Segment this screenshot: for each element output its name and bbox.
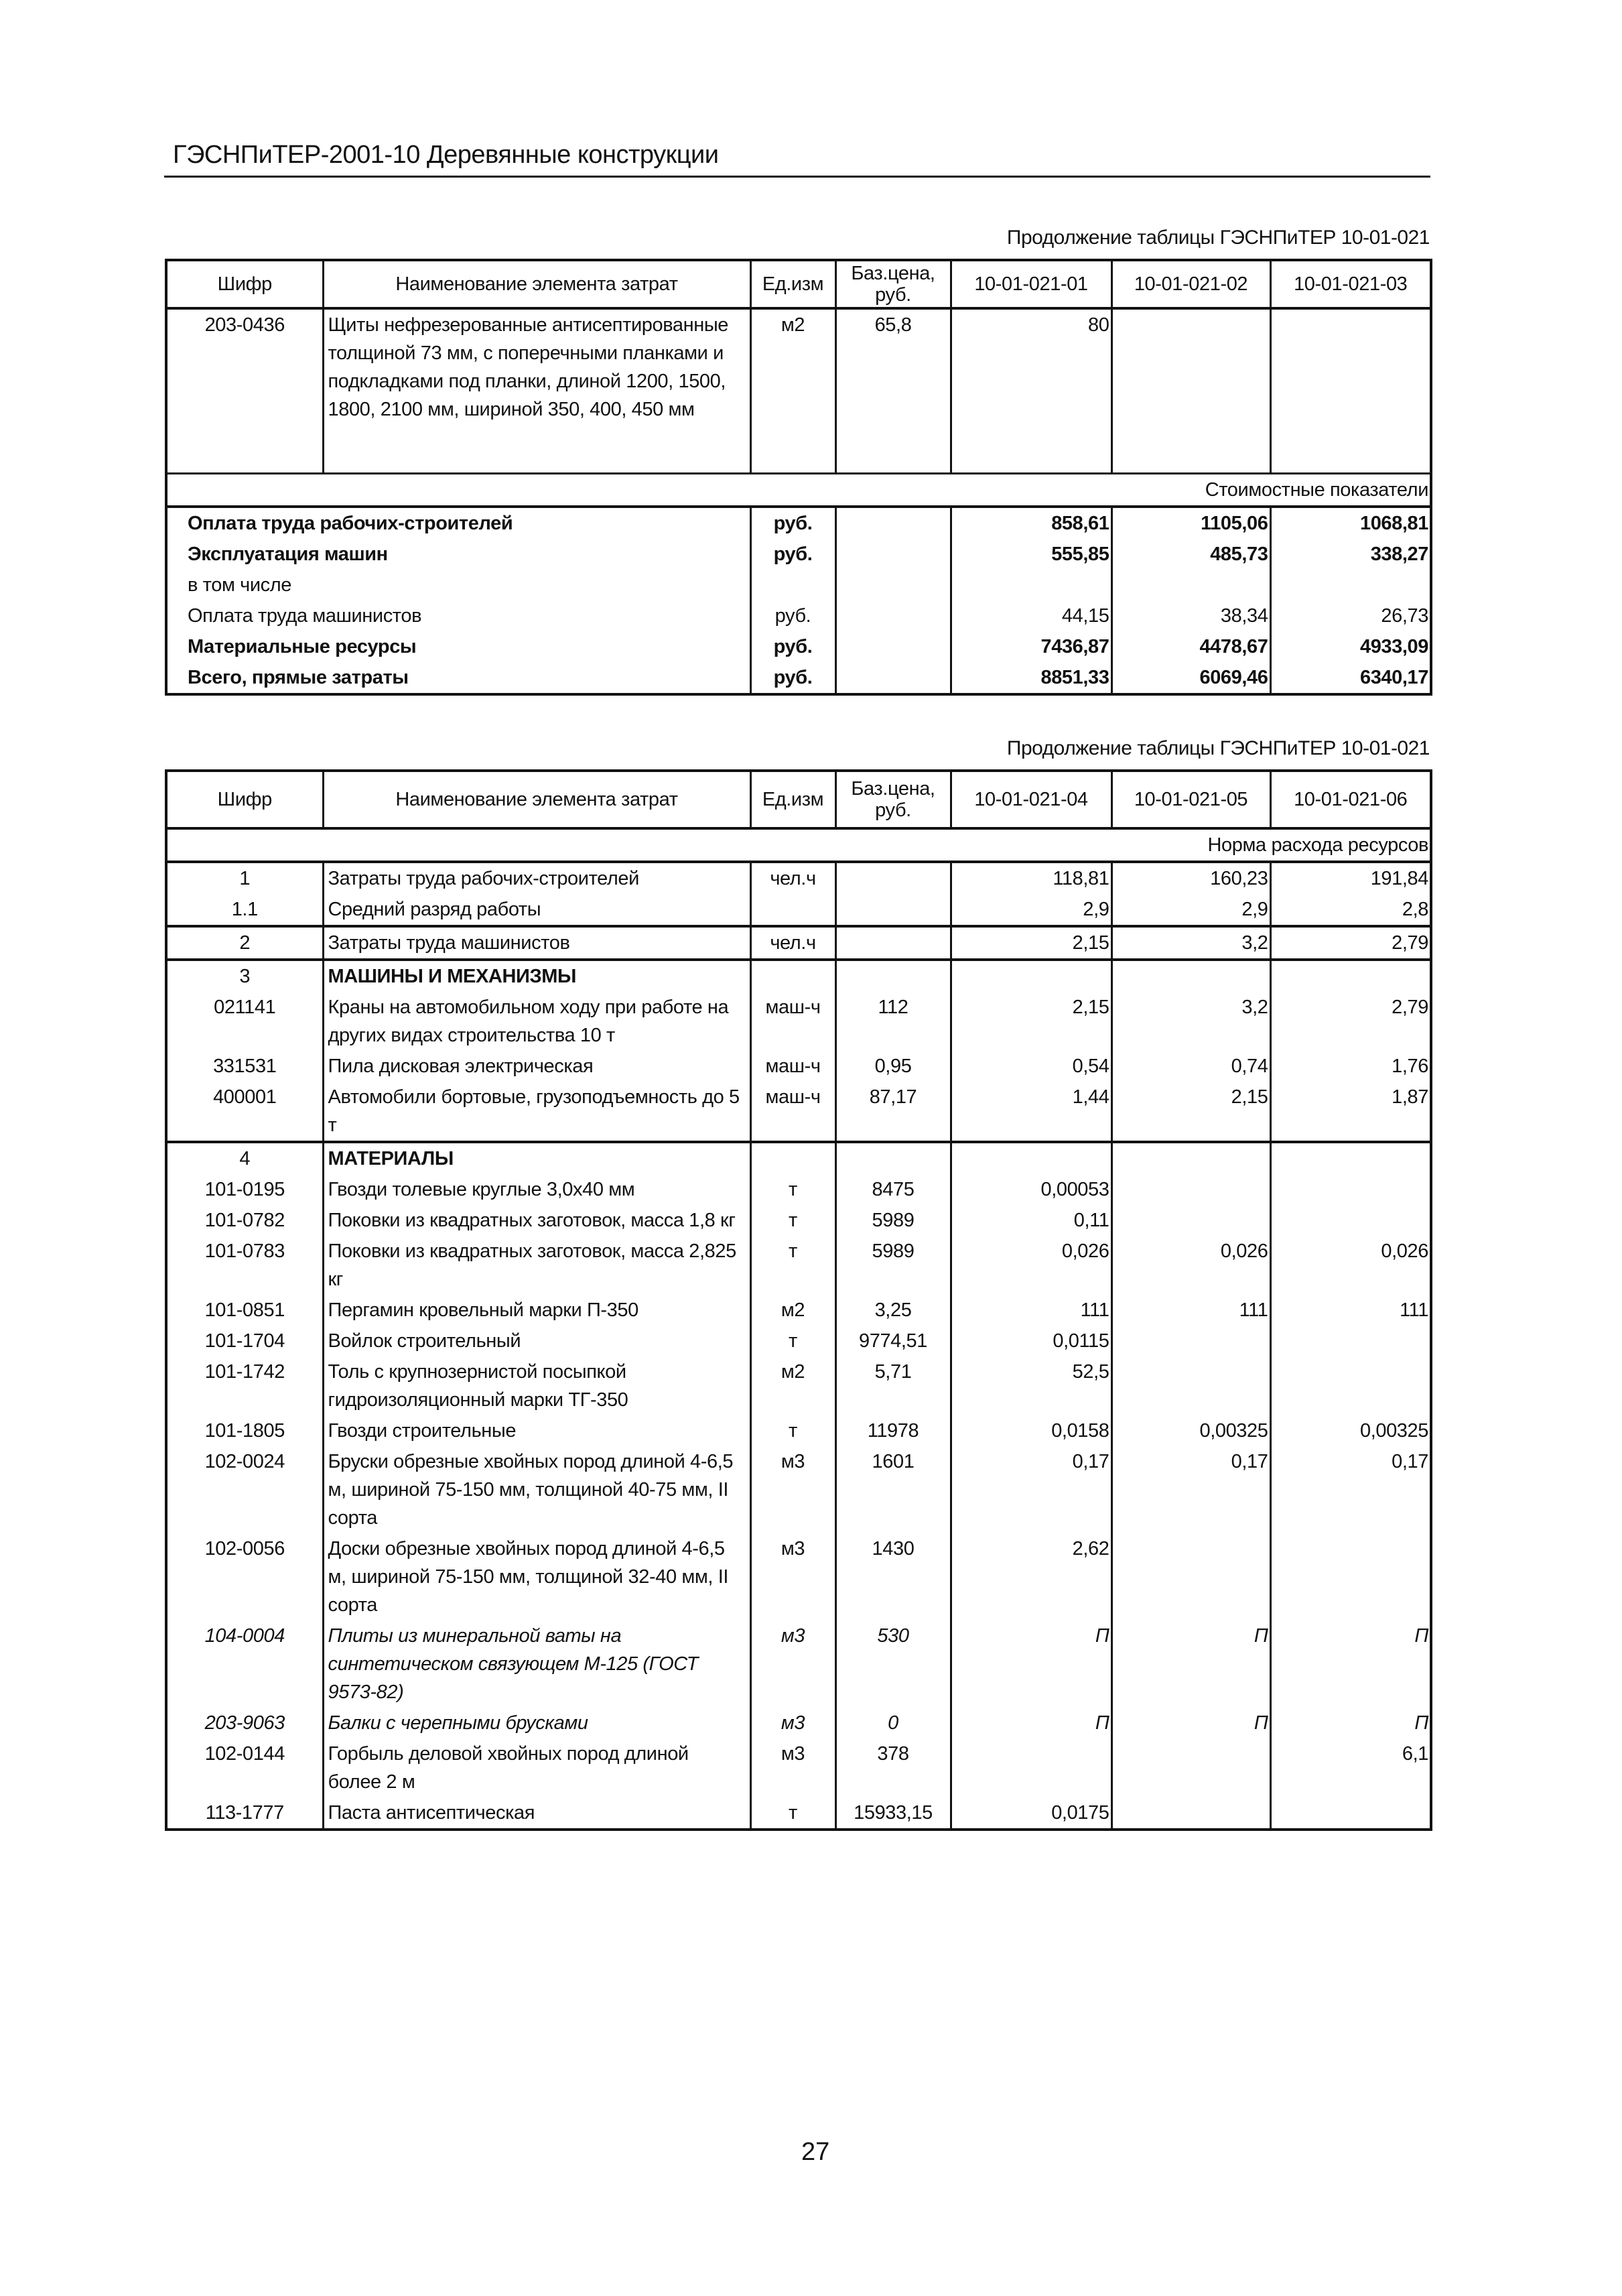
- table-10-01-021-04-06: [165, 769, 1432, 1831]
- row-value-1: 2,9: [951, 894, 1111, 926]
- header-col2: 10-01-021-05: [1111, 771, 1270, 828]
- row-unit: м3: [750, 1708, 835, 1738]
- row-unit: [750, 960, 835, 992]
- row-name: МАТЕРИАЛЫ: [323, 1142, 750, 1174]
- table-row: [166, 960, 1431, 992]
- row-value-2: 0,00325: [1111, 1415, 1270, 1446]
- row-unit: чел.ч: [750, 862, 835, 894]
- row-base-price: 530: [835, 1620, 951, 1708]
- row-value-2: П: [1111, 1620, 1270, 1708]
- table-row: [166, 1356, 1431, 1415]
- row-code: 104-0004: [166, 1620, 323, 1708]
- cost-name: Всего, прямые затраты: [166, 662, 750, 694]
- row-value-2: 111: [1111, 1295, 1270, 1326]
- row-value-2: 0,74: [1111, 1051, 1270, 1082]
- table-row: [166, 992, 1431, 1051]
- row-unit: [750, 1142, 835, 1174]
- row-code: 101-0851: [166, 1295, 323, 1326]
- document-title: ГЭСНПиТЕР-2001-10 Деревянные конструкции: [173, 141, 719, 169]
- row-unit: м2: [750, 308, 835, 473]
- row-unit: маш-ч: [750, 992, 835, 1051]
- row-name: Поковки из квадратных заготовок, масса 2,825 кг: [323, 1236, 750, 1295]
- row-unit: м3: [750, 1738, 835, 1797]
- row-value-2: [1111, 1738, 1270, 1797]
- row-name: Поковки из квадратных заготовок, масса 1,8 кг: [323, 1205, 750, 1236]
- row-value-1: 2,15: [951, 926, 1111, 960]
- row-code: 331531: [166, 1051, 323, 1082]
- row-name: Краны на автомобильном ходу при работе на других видах строительства 10 т: [323, 992, 750, 1051]
- table-row: [166, 1236, 1431, 1295]
- section-band: [166, 828, 1431, 862]
- row-value-2: 2,9: [1111, 894, 1270, 926]
- table-row: [166, 1533, 1431, 1620]
- row-value-1: 1,44: [951, 1082, 1111, 1142]
- row-code: 3: [166, 960, 323, 992]
- cost-name: Оплата труда машинистов: [166, 600, 750, 631]
- cost-value-1: 858,61: [951, 507, 1111, 539]
- row-value-2: 3,2: [1111, 926, 1270, 960]
- row-base-price: 378: [835, 1738, 951, 1797]
- row-unit: т: [750, 1797, 835, 1830]
- row-base-price: 87,17: [835, 1082, 951, 1142]
- row-code: 400001: [166, 1082, 323, 1142]
- cost-value-3: [1270, 570, 1431, 600]
- row-value-2: [1111, 1326, 1270, 1356]
- row-base-price: 65,8: [835, 308, 951, 473]
- cost-value-3: 4933,09: [1270, 631, 1431, 662]
- row-value-1: 52,5: [951, 1356, 1111, 1415]
- row-name: Плиты из минеральной ваты на синтетическом связующем М-125 (ГОСТ 9573-82): [323, 1620, 750, 1708]
- row-name: Гвозди толевые круглые 3,0х40 мм: [323, 1174, 750, 1205]
- row-value-1: 80: [951, 308, 1111, 473]
- row-value-1: 0,11: [951, 1205, 1111, 1236]
- row-unit: маш-ч: [750, 1082, 835, 1142]
- row-base-price: [835, 960, 951, 992]
- title-rule: [164, 176, 1430, 178]
- row-base-price: [835, 926, 951, 960]
- cost-value-1: 8851,33: [951, 662, 1111, 694]
- table-row: [166, 862, 1431, 894]
- row-value-3: 0,17: [1270, 1446, 1431, 1533]
- row-code: 102-0144: [166, 1738, 323, 1797]
- cost-unit: руб.: [750, 539, 835, 570]
- row-code: 101-1704: [166, 1326, 323, 1356]
- row-code: 113-1777: [166, 1797, 323, 1830]
- row-value-1: 0,0158: [951, 1415, 1111, 1446]
- row-value-3: [1270, 1174, 1431, 1205]
- header-col3: 10-01-021-03: [1270, 260, 1431, 308]
- header-col1: 10-01-021-01: [951, 260, 1111, 308]
- header-col2: 10-01-021-02: [1111, 260, 1270, 308]
- row-value-1: [951, 960, 1111, 992]
- cost-value-3: 26,73: [1270, 600, 1431, 631]
- row-unit: т: [750, 1236, 835, 1295]
- row-value-2: [1111, 1142, 1270, 1174]
- row-value-2: 2,15: [1111, 1082, 1270, 1142]
- row-value-3: [1270, 1356, 1431, 1415]
- row-base-price: 11978: [835, 1415, 951, 1446]
- row-value-3: [1270, 1533, 1431, 1620]
- cost-name: в том числе: [166, 570, 750, 600]
- cost-unit: руб.: [750, 631, 835, 662]
- cost-value-1: 7436,87: [951, 631, 1111, 662]
- cost-value-3: 6340,17: [1270, 662, 1431, 694]
- row-value-3: 191,84: [1270, 862, 1431, 894]
- row-code: 2: [166, 926, 323, 960]
- section-band: [166, 473, 1431, 507]
- cost-value-2: 1105,06: [1111, 507, 1270, 539]
- row-code: 102-0024: [166, 1446, 323, 1533]
- row-name: Пергамин кровельный марки П-350: [323, 1295, 750, 1326]
- row-value-2: 160,23: [1111, 862, 1270, 894]
- header-price: Баз.цена, руб.: [835, 260, 951, 308]
- table-row: [166, 1797, 1431, 1830]
- row-name: Гвозди строительные: [323, 1415, 750, 1446]
- table1-caption: Продолжение таблицы ГЭСНПиТЕР 10-01-021: [1006, 227, 1430, 249]
- header-unit: Ед.изм: [750, 260, 835, 308]
- cost-row: [166, 507, 1431, 539]
- cost-unit: руб.: [750, 600, 835, 631]
- row-code: 203-9063: [166, 1708, 323, 1738]
- row-code: 203-0436: [166, 308, 323, 473]
- header-code: Шифр: [166, 260, 323, 308]
- row-base-price: 0: [835, 1708, 951, 1738]
- header-col3: 10-01-021-06: [1270, 771, 1431, 828]
- row-value-1: 2,15: [951, 992, 1111, 1051]
- cost-empty: [835, 539, 951, 570]
- row-base-price: 15933,15: [835, 1797, 951, 1830]
- row-name: Затраты труда рабочих-строителей: [323, 862, 750, 894]
- row-value-1: 0,026: [951, 1236, 1111, 1295]
- header-code: Шифр: [166, 771, 323, 828]
- table-row: [166, 926, 1431, 960]
- row-name: Автомобили бортовые, грузоподъемность до 5 т: [323, 1082, 750, 1142]
- row-value-3: 0,00325: [1270, 1415, 1431, 1446]
- cost-unit: руб.: [750, 507, 835, 539]
- cost-empty: [835, 600, 951, 631]
- section-band-label: Стоимостные показатели: [166, 473, 1431, 507]
- row-value-3: [1270, 960, 1431, 992]
- row-value-1: 0,00053: [951, 1174, 1111, 1205]
- cost-name: Эксплуатация машин: [166, 539, 750, 570]
- row-value-2: [1111, 960, 1270, 992]
- row-value-3: 1,76: [1270, 1051, 1431, 1082]
- cost-value-2: 4478,67: [1111, 631, 1270, 662]
- table-row: [166, 1326, 1431, 1356]
- row-base-price: [835, 894, 951, 926]
- row-value-2: [1111, 1356, 1270, 1415]
- row-value-3: 0,026: [1270, 1236, 1431, 1295]
- cost-empty: [835, 662, 951, 694]
- table-row: [166, 1295, 1431, 1326]
- table-row: [166, 308, 1431, 473]
- row-value-3: [1270, 1797, 1431, 1830]
- row-base-price: 5989: [835, 1236, 951, 1295]
- cost-unit: руб.: [750, 662, 835, 694]
- row-code: 021141: [166, 992, 323, 1051]
- row-unit: м3: [750, 1446, 835, 1533]
- row-code: 1: [166, 862, 323, 894]
- row-code: 101-0782: [166, 1205, 323, 1236]
- row-name: Горбыль деловой хвойных пород длиной более 2 м: [323, 1738, 750, 1797]
- row-value-2: 3,2: [1111, 992, 1270, 1051]
- cost-row: [166, 631, 1431, 662]
- row-value-1: 0,0175: [951, 1797, 1111, 1830]
- cost-empty: [835, 507, 951, 539]
- row-name: МАШИНЫ И МЕХАНИЗМЫ: [323, 960, 750, 992]
- row-value-2: [1111, 1205, 1270, 1236]
- table-row: [166, 1051, 1431, 1082]
- cost-empty: [835, 570, 951, 600]
- row-base-price: [835, 1142, 951, 1174]
- row-unit: маш-ч: [750, 1051, 835, 1082]
- row-value-1: 0,17: [951, 1446, 1111, 1533]
- row-name: Балки с черепными брусками: [323, 1708, 750, 1738]
- row-value-2: [1111, 1533, 1270, 1620]
- row-unit: м3: [750, 1533, 835, 1620]
- row-code: 101-0195: [166, 1174, 323, 1205]
- row-value-1: 111: [951, 1295, 1111, 1326]
- row-value-1: 0,54: [951, 1051, 1111, 1082]
- row-unit: м3: [750, 1620, 835, 1708]
- header-name: Наименование элемента затрат: [323, 260, 750, 308]
- table-row: [166, 1082, 1431, 1142]
- cost-name: Оплата труда рабочих-строителей: [166, 507, 750, 539]
- table-row: [166, 1174, 1431, 1205]
- row-code: 1.1: [166, 894, 323, 926]
- cost-value-1: 44,15: [951, 600, 1111, 631]
- row-base-price: 3,25: [835, 1295, 951, 1326]
- header-col1: 10-01-021-04: [951, 771, 1111, 828]
- cost-unit: [750, 570, 835, 600]
- row-value-1: П: [951, 1620, 1111, 1708]
- page-number: 27: [801, 2138, 830, 2166]
- row-value-2: [1111, 1174, 1270, 1205]
- row-value-3: [1270, 1326, 1431, 1356]
- table-header-row: [166, 771, 1431, 828]
- row-base-price: 5,71: [835, 1356, 951, 1415]
- header-price: Баз.цена, руб.: [835, 771, 951, 828]
- row-value-3: П: [1270, 1708, 1431, 1738]
- table-row: [166, 1738, 1431, 1797]
- row-name: Щиты нефрезерованные антисептированные толщиной 73 мм, с поперечными планками и подкладками под планки, длиной 1200, 1500, 1800, 2100 мм, шириной 350, 400, 450 мм: [323, 308, 750, 473]
- row-unit: т: [750, 1326, 835, 1356]
- table-row: [166, 1142, 1431, 1174]
- header-name: Наименование элемента затрат: [323, 771, 750, 828]
- row-value-3: 6,1: [1270, 1738, 1431, 1797]
- row-value-3: [1270, 1142, 1431, 1174]
- row-value-3: [1270, 1205, 1431, 1236]
- row-name: Толь с крупнозернистой посыпкой гидроизоляционный марки ТГ-350: [323, 1356, 750, 1415]
- row-name: Пила дисковая электрическая: [323, 1051, 750, 1082]
- row-value-2: [1111, 308, 1270, 473]
- row-base-price: [835, 862, 951, 894]
- cost-row: [166, 570, 1431, 600]
- row-base-price: 5989: [835, 1205, 951, 1236]
- table-header-row: [166, 260, 1431, 308]
- row-value-1: 118,81: [951, 862, 1111, 894]
- cost-value-3: 1068,81: [1270, 507, 1431, 539]
- row-value-3: 2,8: [1270, 894, 1431, 926]
- table-row: [166, 1415, 1431, 1446]
- cost-value-1: [951, 570, 1111, 600]
- row-unit: чел.ч: [750, 926, 835, 960]
- row-name: Войлок строительный: [323, 1326, 750, 1356]
- row-value-1: 2,62: [951, 1533, 1111, 1620]
- row-unit: т: [750, 1415, 835, 1446]
- table-row: [166, 1446, 1431, 1533]
- row-value-3: 2,79: [1270, 926, 1431, 960]
- row-name: Доски обрезные хвойных пород длиной 4-6,5 м, шириной 75-150 мм, толщиной 32-40 мм, II сорта: [323, 1533, 750, 1620]
- row-value-1: 0,0115: [951, 1326, 1111, 1356]
- row-base-price: 1430: [835, 1533, 951, 1620]
- row-unit: т: [750, 1174, 835, 1205]
- row-value-2: 0,026: [1111, 1236, 1270, 1295]
- row-value-1: [951, 1738, 1111, 1797]
- row-code: 102-0056: [166, 1533, 323, 1620]
- header-unit: Ед.изм: [750, 771, 835, 828]
- table-10-01-021-01-03: [165, 259, 1432, 696]
- row-unit: м2: [750, 1295, 835, 1326]
- table-row: [166, 1205, 1431, 1236]
- row-base-price: 112: [835, 992, 951, 1051]
- cost-name: Материальные ресурсы: [166, 631, 750, 662]
- row-value-3: 2,79: [1270, 992, 1431, 1051]
- table-row: [166, 894, 1431, 926]
- table-row: [166, 1620, 1431, 1708]
- section-band-label: Норма расхода ресурсов: [166, 828, 1431, 862]
- cost-value-2: 6069,46: [1111, 662, 1270, 694]
- row-base-price: 8475: [835, 1174, 951, 1205]
- row-name: Паста антисептическая: [323, 1797, 750, 1830]
- row-unit: [750, 894, 835, 926]
- row-code: 4: [166, 1142, 323, 1174]
- row-base-price: 0,95: [835, 1051, 951, 1082]
- cost-row: [166, 662, 1431, 694]
- row-unit: м2: [750, 1356, 835, 1415]
- cost-row: [166, 539, 1431, 570]
- row-value-2: 0,17: [1111, 1446, 1270, 1533]
- table2-caption: Продолжение таблицы ГЭСНПиТЕР 10-01-021: [1006, 737, 1430, 759]
- table-row: [166, 1708, 1431, 1738]
- cost-value-2: 38,34: [1111, 600, 1270, 631]
- cost-value-2: [1111, 570, 1270, 600]
- row-base-price: 9774,51: [835, 1326, 951, 1356]
- row-value-3: 1,87: [1270, 1082, 1431, 1142]
- row-name: Затраты труда машинистов: [323, 926, 750, 960]
- row-name: Бруски обрезные хвойных пород длиной 4-6,5 м, шириной 75-150 мм, толщиной 40-75 мм, II сорта: [323, 1446, 750, 1533]
- row-unit: т: [750, 1205, 835, 1236]
- row-code: 101-1805: [166, 1415, 323, 1446]
- cost-value-2: 485,73: [1111, 539, 1270, 570]
- row-value-3: 111: [1270, 1295, 1431, 1326]
- row-base-price: 1601: [835, 1446, 951, 1533]
- row-code: 101-0783: [166, 1236, 323, 1295]
- row-name: Средний разряд работы: [323, 894, 750, 926]
- cost-empty: [835, 631, 951, 662]
- row-value-1: [951, 1142, 1111, 1174]
- row-value-3: П: [1270, 1620, 1431, 1708]
- row-value-1: П: [951, 1708, 1111, 1738]
- row-value-2: П: [1111, 1708, 1270, 1738]
- row-code: 101-1742: [166, 1356, 323, 1415]
- cost-value-3: 338,27: [1270, 539, 1431, 570]
- cost-value-1: 555,85: [951, 539, 1111, 570]
- row-value-3: [1270, 308, 1431, 473]
- cost-row: [166, 600, 1431, 631]
- row-value-2: [1111, 1797, 1270, 1830]
